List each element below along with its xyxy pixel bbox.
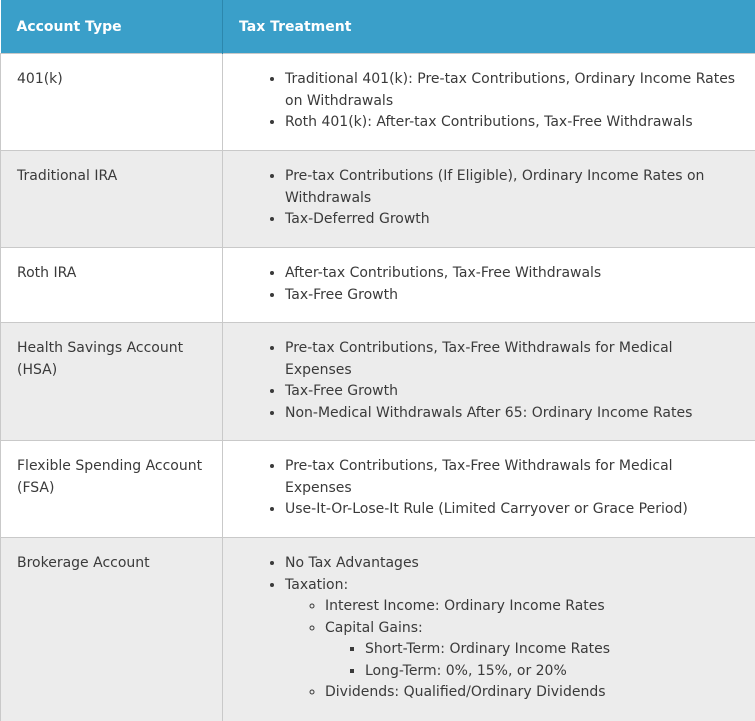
list-item: • After-tax Contributions, Tax-Free Withdrawals	[285, 263, 739, 285]
list-item: • Pre-tax Contributions (If Eligible), Ordinary Income Rates on Withdrawals	[285, 166, 739, 209]
table-row	[1, 441, 755, 538]
list-item: • Roth 401(k): After-tax Contributions, Tax-Free Withdrawals	[285, 112, 739, 134]
tax-treatment-list	[245, 166, 739, 231]
tax-treatment-list	[245, 456, 739, 521]
tax-treatment-cell	[223, 248, 755, 323]
list-item: ◦ Interest Income: Ordinary Income Rates	[325, 596, 739, 618]
list-item: ▪ Short-Term: Ordinary Income Rates	[365, 639, 739, 661]
table-row	[1, 538, 755, 721]
taxation-sublist	[285, 596, 739, 704]
list-item: ▪ Long-Term: 0%, 15%, or 20%	[365, 661, 739, 683]
column-header-tax-treatment: Tax Treatment	[223, 0, 755, 54]
tax-treatment-cell	[223, 538, 755, 721]
tax-treatment-cell	[223, 323, 755, 441]
list-item: • Pre-tax Contributions, Tax-Free Withdrawals for Medical Expenses	[285, 456, 739, 499]
tax-treatment-cell	[223, 441, 755, 538]
list-item	[325, 618, 739, 683]
tax-treatment-cell	[223, 54, 755, 151]
capital-gains-label: Capital Gains:	[325, 620, 423, 636]
tax-treatment-list	[245, 263, 739, 306]
list-item: ◦ Dividends: Qualified/Ordinary Dividends	[325, 682, 739, 704]
table-row	[1, 323, 755, 441]
list-item: • Traditional 401(k): Pre-tax Contributions, Ordinary Income Rates on Withdrawals	[285, 69, 739, 112]
table-header-row	[1, 0, 755, 54]
list-item: • Tax-Free Growth	[285, 381, 739, 403]
tax-treatment-cell	[223, 151, 755, 248]
account-type-cell: 401(k)	[1, 54, 223, 151]
account-type-cell: Roth IRA	[1, 248, 223, 323]
table-row	[1, 54, 755, 151]
table-row	[1, 248, 755, 323]
tax-treatment-list	[245, 338, 739, 424]
account-type-cell: Health Savings Account (HSA)	[1, 323, 223, 441]
account-type-cell: Brokerage Account	[1, 538, 223, 721]
list-item: • Use-It-Or-Lose-It Rule (Limited Carryover or Grace Period)	[285, 499, 739, 521]
list-item: • No Tax Advantages	[285, 553, 739, 575]
tax-treatment-list	[245, 69, 739, 134]
taxation-label: Taxation:	[285, 577, 348, 593]
column-header-account-type: Account Type	[1, 0, 223, 54]
account-type-cell: Traditional IRA	[1, 151, 223, 248]
list-item: • Pre-tax Contributions, Tax-Free Withdrawals for Medical Expenses	[285, 338, 739, 381]
list-item: • Non-Medical Withdrawals After 65: Ordinary Income Rates	[285, 403, 739, 425]
list-item: • Tax-Free Growth	[285, 285, 739, 307]
list-item: • Tax-Deferred Growth	[285, 209, 739, 231]
table-row	[1, 151, 755, 248]
tax-treatment-list	[245, 553, 739, 704]
list-item	[285, 575, 739, 704]
account-type-cell: Flexible Spending Account (FSA)	[1, 441, 223, 538]
capital-gains-sublist	[325, 639, 739, 682]
